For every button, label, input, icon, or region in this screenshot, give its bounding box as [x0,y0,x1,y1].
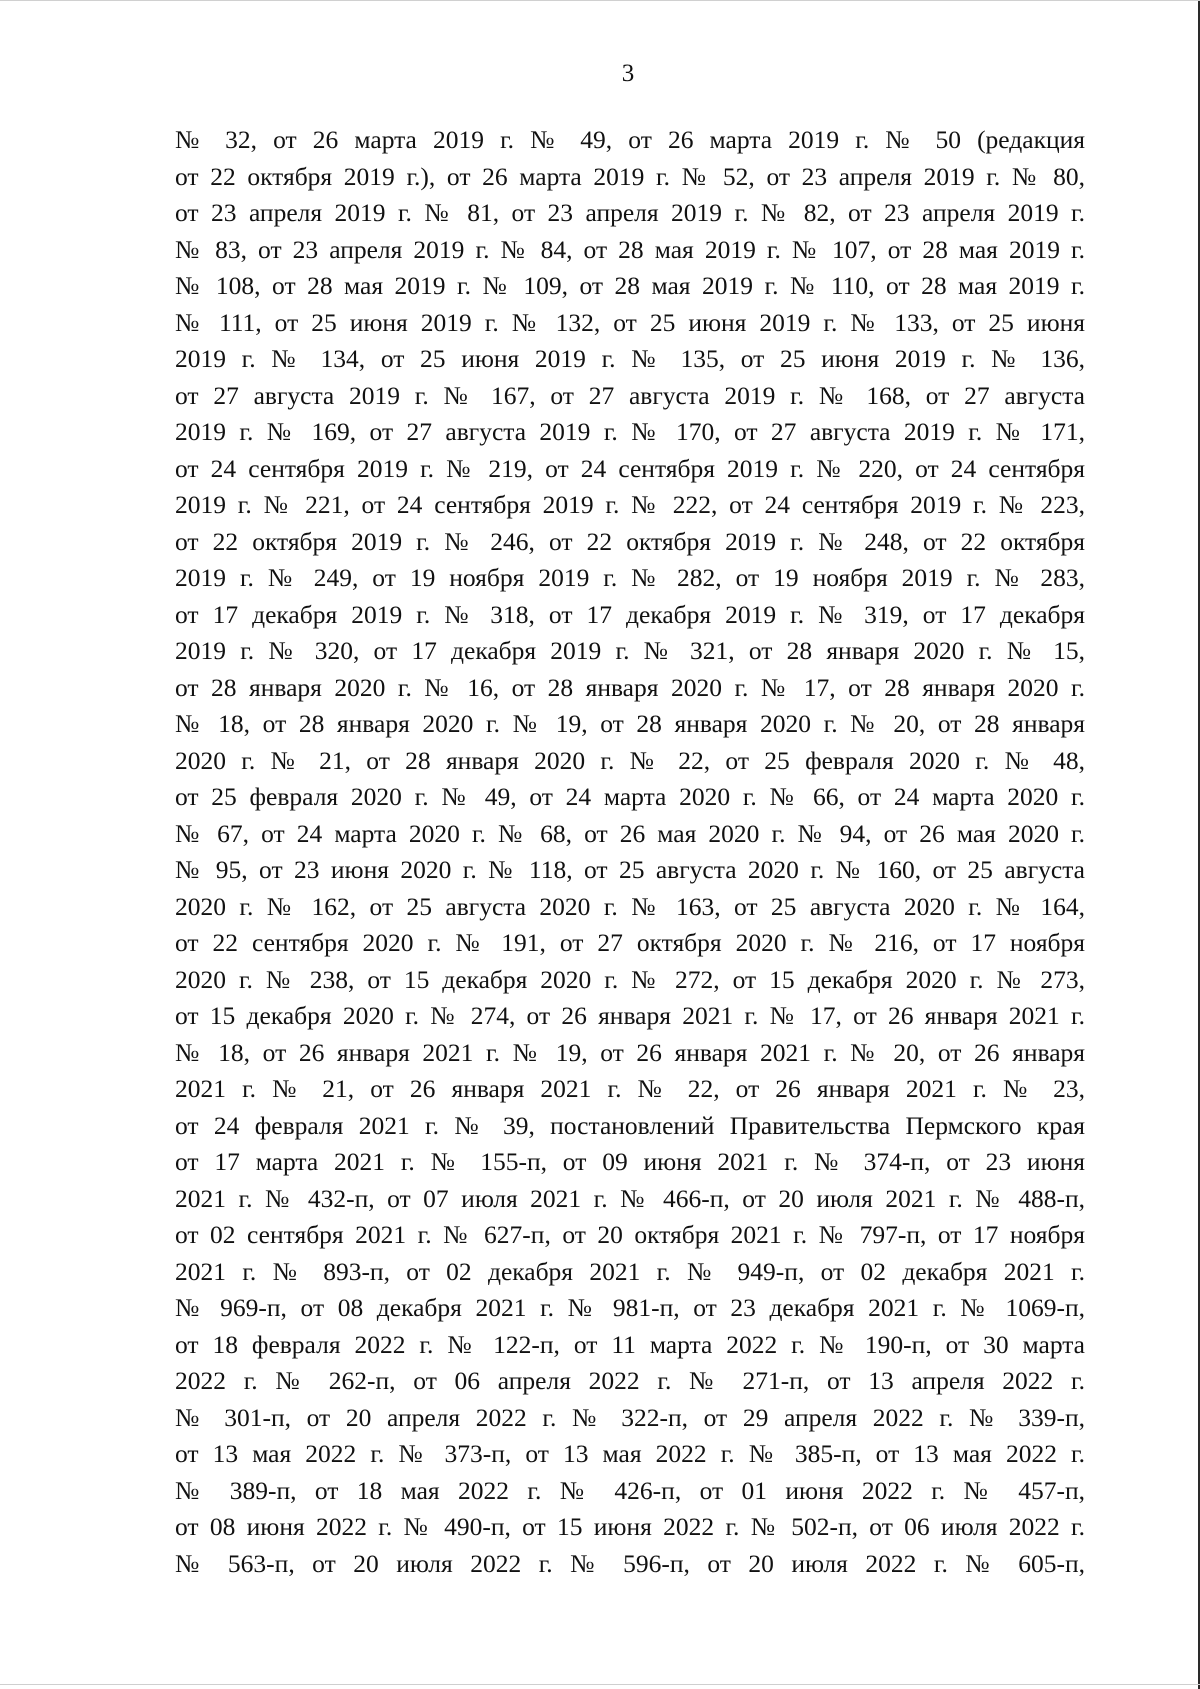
text-line: 2019 г. № 134, от 25 июня 2019 г. № 135, от 25 июня 2019 г. № 136, [175,344,1085,373]
text-line: 2019 г. № 169, от 27 августа 2019 г. № 170, от 27 августа 2019 г. № 171, [175,417,1085,446]
text-line: 2020 г. № 238, от 15 декабря 2020 г. № 272, от 15 декабря 2020 г. № 273, [175,964,1085,994]
text-line: от 13 мая 2022 г. № 373-п, от 13 мая 2022 г. № 385-п, от 13 мая 2022 г. [175,1439,1085,1468]
text-line: от 24 февраля 2021 г. № 39, постановлений Правительства Пермского края [175,1110,1085,1140]
text-line: 2019 г. № 221, от 24 сентября 2019 г. № 222, от 24 сентября 2019 г. № 223, [175,490,1085,519]
text-line: от 22 сентября 2020 г. № 191, от 27 октября 2020 г. № 216, от 17 ноября [175,928,1085,957]
text-line: № 95, от 23 июня 2020 г. № 118, от 25 августа 2020 г. № 160, от 25 августа [175,855,1085,884]
text-line: № 389-п, от 18 мая 2022 г. № 426-п, от 01 июня 2022 г. № 457-п, [175,1475,1085,1505]
text-line: № 18, от 28 января 2020 г. № 19, от 28 января 2020 г. № 20, от 28 января [175,709,1085,738]
text-line: № 83, от 23 апреля 2019 г. № 84, от 28 мая 2019 г. № 107, от 28 мая 2019 г. [175,234,1085,264]
text-line: № 111, от 25 июня 2019 г. № 132, от 25 июня 2019 г. № 133, от 25 июня [175,307,1085,337]
text-line: № 301-п, от 20 апреля 2022 г. № 322-п, от 29 апреля 2022 г. № 339-п, [175,1402,1085,1432]
scan-edge-top [0,0,1200,1]
text-line: от 15 декабря 2020 г. № 274, от 26 января 2021 г. № 17, от 26 января 2021 г. [175,1001,1085,1030]
text-line: от 17 декабря 2019 г. № 318, от 17 декабря 2019 г. № 319, от 17 декабря [175,599,1085,629]
text-line: 2022 г. № 262-п, от 06 апреля 2022 г. № 271-п, от 13 апреля 2022 г. [175,1366,1085,1395]
page-number: 3 [621,60,635,87]
text-line: от 02 сентября 2021 г. № 627-п, от 20 октября 2021 г. № 797-п, от 17 ноября [175,1220,1085,1249]
text-line: от 24 сентября 2019 г. № 219, от 24 сентября 2019 г. № 220, от 24 сентября [175,453,1085,483]
text-line: 2021 г. № 432-п, от 07 июля 2021 г. № 466-п, от 20 июля 2021 г. № 488-п, [175,1183,1085,1213]
text-line: 2021 г. № 21, от 26 января 2021 г. № 22, от 26 января 2021 г. № 23, [175,1074,1085,1103]
text-line: от 22 октября 2019 г. № 246, от 22 октября 2019 г. № 248, от 22 октября [175,526,1085,556]
text-line: от 23 апреля 2019 г. № 81, от 23 апреля 2019 г. № 82, от 23 апреля 2019 г. [175,198,1085,227]
text-line: 2020 г. № 21, от 28 января 2020 г. № 22, от 25 февраля 2020 г. № 48, [175,745,1085,775]
text-line: от 18 февраля 2022 г. № 122-п, от 11 марта 2022 г. № 190-п, от 30 марта [175,1329,1085,1359]
text-line: от 08 июня 2022 г. № 490-п, от 15 июня 2022 г. № 502-п, от 06 июля 2022 г. [175,1512,1085,1541]
text-line: № 67, от 24 марта 2020 г. № 68, от 26 мая 2020 г. № 94, от 26 мая 2020 г. [175,818,1085,848]
scan-edge-bottom [0,1684,1200,1685]
text-line: от 17 марта 2021 г. № 155-п, от 09 июня 2021 г. № 374-п, от 23 июня [175,1147,1085,1176]
body-paragraph [175,122,1085,1582]
text-line: от 22 октября 2019 г.), от 26 марта 2019 г. № 52, от 23 апреля 2019 г. № 80, [175,161,1085,191]
text-line: 2019 г. № 249, от 19 ноября 2019 г. № 282, от 19 ноября 2019 г. № 283, [175,563,1085,592]
text-line: от 27 августа 2019 г. № 167, от 27 августа 2019 г. № 168, от 27 августа [175,380,1085,410]
text-line: от 28 января 2020 г. № 16, от 28 января 2020 г. № 17, от 28 января 2020 г. [175,672,1085,702]
text-line: 2020 г. № 162, от 25 августа 2020 г. № 163, от 25 августа 2020 г. № 164, [175,891,1085,921]
text-line: № 18, от 26 января 2021 г. № 19, от 26 января 2021 г. № 20, от 26 января [175,1037,1085,1067]
text-line: № 563-п, от 20 июля 2022 г. № 596-п, от 20 июля 2022 г. № 605-п, [175,1548,1085,1578]
text-line: 2021 г. № 893-п, от 02 декабря 2021 г. № 949-п, от 02 декабря 2021 г. [175,1256,1085,1286]
text-line: № 969-п, от 08 декабря 2021 г. № 981-п, от 23 декабря 2021 г. № 1069-п, [175,1293,1085,1322]
text-line: 2019 г. № 320, от 17 декабря 2019 г. № 321, от 28 января 2020 г. № 15, [175,636,1085,665]
text-line: № 108, от 28 мая 2019 г. № 109, от 28 мая 2019 г. № 110, от 28 мая 2019 г. [175,271,1085,300]
text-line: № 32, от 26 марта 2019 г. № 49, от 26 марта 2019 г. № 50 (редакция [175,125,1085,154]
text-line: от 25 февраля 2020 г. № 49, от 24 марта 2020 г. № 66, от 24 марта 2020 г. [175,782,1085,811]
